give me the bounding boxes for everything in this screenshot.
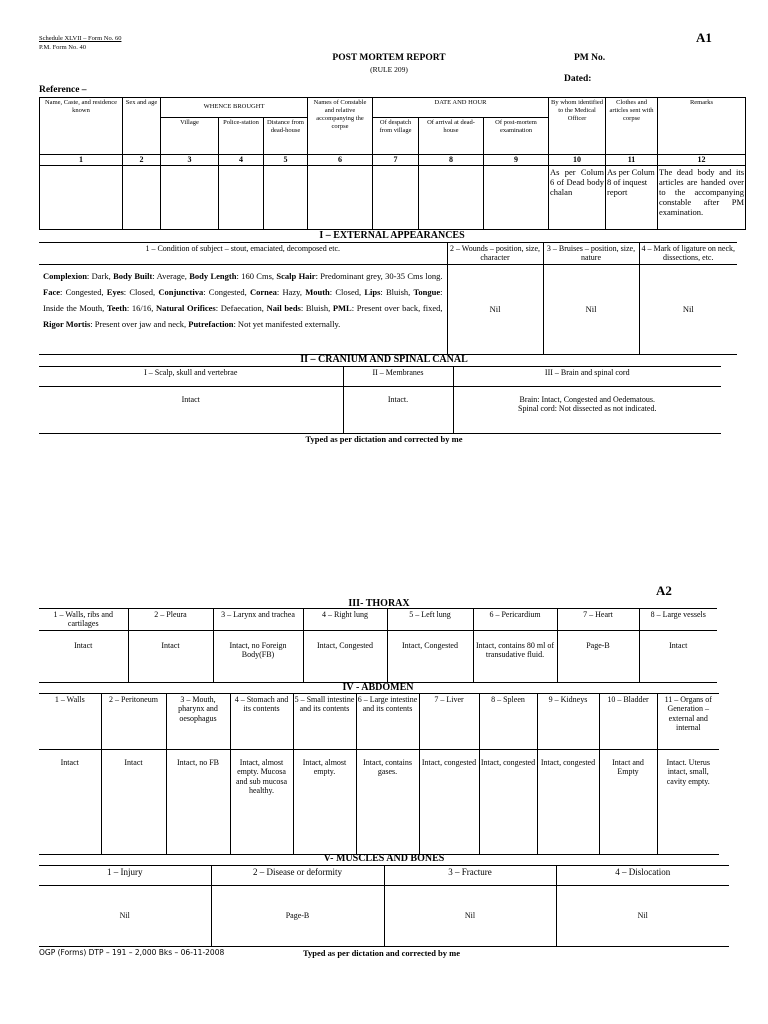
condition-header: 1 – Condition of subject – stout, emaciated, decomposed etc.: [39, 243, 447, 265]
finding-value: : Present over jaw and neck,: [90, 319, 189, 329]
finding-key: Complexion: [43, 271, 87, 281]
thorax-section-title: III- THORAX: [348, 598, 410, 609]
muscles-section-title: V- MUSCLES AND BONES: [323, 853, 445, 864]
finding-key: Putrefaction: [188, 319, 234, 329]
finding-value: : Defaecation,: [215, 303, 267, 313]
cranium-table: [39, 366, 721, 434]
dated-label: Dated:: [564, 74, 592, 84]
sex-cell: [123, 166, 161, 230]
finding-key: Mouth: [305, 287, 330, 297]
thorax-header: 2 – Pleura: [128, 609, 213, 631]
finding-value: : Closed,: [329, 287, 365, 297]
abdomen-header: 1 – Walls: [39, 694, 101, 750]
thorax-value: Intact, contains 80 ml of transudative fluid.: [473, 631, 557, 683]
abdomen-table: [39, 693, 719, 855]
col-number: 3: [161, 155, 219, 166]
rule-label: (RULE 209): [370, 65, 408, 74]
muscles-header: 2 – Disease or deformity: [211, 866, 384, 886]
col-constable-header: Names of Constable and relative accompanying the corpse: [308, 98, 373, 155]
col-number: 6: [308, 155, 373, 166]
thorax-value: Intact: [639, 631, 717, 683]
abdomen-value: Intact, contains gases.: [356, 750, 419, 855]
abdomen-value: Intact: [39, 750, 101, 855]
condition-text: [43, 271, 443, 329]
typed-note-a2: Typed as per dictation and corrected by me: [303, 948, 461, 958]
finding-key: Nail beds: [266, 303, 301, 313]
col-name-header: Name, Caste, and residence known: [40, 98, 123, 155]
finding-key: Body Length: [189, 271, 237, 281]
finding-value: : 160 Cms,: [236, 271, 277, 281]
finding-value: : Dark,: [86, 271, 114, 281]
finding-key: PML: [332, 303, 352, 313]
finding-value: : Average,: [152, 271, 190, 281]
muscles-value: Nil: [556, 886, 729, 947]
constable-cell: [308, 166, 373, 230]
col-clothes-header: Clothes and articles sent with corpse: [606, 98, 658, 155]
external-table: [39, 242, 737, 355]
col-distance-header: Distance from dead-house: [264, 118, 308, 155]
col-number: 10: [549, 155, 606, 166]
scalp-header: I – Scalp, skull and vertebrae: [39, 367, 343, 387]
page-id-a1: A1: [696, 30, 712, 45]
condition-cell: [39, 265, 447, 355]
finding-value: : Bluish,: [300, 303, 333, 313]
muscles-header: 3 – Fracture: [384, 866, 556, 886]
finding-key: Cornea: [250, 287, 277, 297]
finding-key: Face: [43, 287, 60, 297]
col-number: 2: [123, 155, 161, 166]
pm-form-label: P.M. Form No. 40: [39, 44, 86, 51]
muscles-table: [39, 865, 729, 947]
scalp-cell: Intact: [39, 387, 343, 434]
muscles-value: Nil: [384, 886, 556, 947]
col-number: 8: [419, 155, 484, 166]
thorax-header: 5 – Left lung: [387, 609, 473, 631]
abdomen-value: Intact, congested: [479, 750, 537, 855]
clothes-cell: As per Colum 8 of inquest report: [606, 166, 658, 230]
abdomen-header: 8 – Spleen: [479, 694, 537, 750]
col-bywhom-header: By whom identified to the Medical Officer: [549, 98, 606, 155]
abdomen-header: 11 – Organs of Generation – external and internal: [657, 694, 719, 750]
postmortem-cell: [484, 166, 549, 230]
abdomen-value: Intact, congested: [419, 750, 479, 855]
finding-key: Body Built: [113, 271, 153, 281]
thorax-value: Page-B: [557, 631, 639, 683]
finding-value: : Predominant grey, 30-35 Cms long.: [315, 271, 443, 281]
col-remarks-header: Remarks: [658, 98, 746, 155]
brain-cell: [453, 387, 721, 434]
abdomen-value: Intact. Uterus intact, small, cavity empty.: [657, 750, 719, 855]
abdomen-value: Intact: [101, 750, 166, 855]
thorax-header: 4 – Right lung: [303, 609, 387, 631]
thorax-header: 3 – Larynx and trachea: [213, 609, 303, 631]
thorax-header: 6 – Pericardium: [473, 609, 557, 631]
wounds-header: 2 – Wounds – position, size, character: [447, 243, 543, 265]
finding-key: Eyes: [106, 287, 124, 297]
finding-value: : Inside the Mouth,: [43, 287, 443, 313]
typed-note-a1: Typed as per dictation and corrected by me: [305, 434, 463, 444]
col-number: 7: [373, 155, 419, 166]
reference-label: Reference –: [39, 85, 87, 95]
cranium-section-title: II – CRANIUM AND SPINAL CANAL: [300, 354, 468, 365]
police-cell: [219, 166, 264, 230]
report-title: POST MORTEM REPORT: [332, 53, 446, 63]
col-sex-header: Sex and age: [123, 98, 161, 155]
pm-no-label: PM No.: [574, 53, 606, 63]
finding-key: Tongue: [413, 287, 441, 297]
abdomen-value: Intact, almost empty.: [293, 750, 356, 855]
external-section-title: I – EXTERNAL APPEARANCES: [319, 230, 465, 241]
abdomen-value: Intact and Empty: [599, 750, 657, 855]
abdomen-header: 6 – Large intestine and its contents: [356, 694, 419, 750]
finding-value: : Congested,: [60, 287, 107, 297]
despatch-cell: [373, 166, 419, 230]
col-arrival-header: Of arrival at dead-house: [419, 118, 484, 155]
abdomen-header: 3 – Mouth, pharynx and oesophagus: [166, 694, 230, 750]
finding-key: Conjunctiva: [158, 287, 204, 297]
finding-value: : Present over back, fixed,: [351, 303, 443, 313]
spinal-cord-finding: Spinal cord: Not dissected as not indicated.: [518, 404, 657, 414]
col-despatch-header: Of despatch from village: [373, 118, 419, 155]
abdomen-header: 2 – Peritoneum: [101, 694, 166, 750]
membranes-header: II – Membranes: [343, 367, 453, 387]
finding-key: Rigor Mortis: [43, 319, 91, 329]
finding-value: : 16/16,: [126, 303, 156, 313]
finding-key: Lips: [364, 287, 381, 297]
col-number: 11: [606, 155, 658, 166]
thorax-value: Intact, Congested: [387, 631, 473, 683]
abdomen-header: 7 – Liver: [419, 694, 479, 750]
brain-header: III – Brain and spinal cord: [453, 367, 721, 387]
name-cell: [40, 166, 123, 230]
muscles-header: 1 – Injury: [39, 866, 211, 886]
col-number: 5: [264, 155, 308, 166]
village-cell: [161, 166, 219, 230]
remarks-cell: The dead body and its articles are handed over to the accompanying constable after PM examination.: [658, 166, 746, 230]
ligature-header: 4 – Mark of ligature on neck, dissections, etc.: [639, 243, 737, 265]
muscles-value: Page-B: [211, 886, 384, 947]
finding-key: Teeth: [106, 303, 127, 313]
date-hour-header: DATE AND HOUR: [373, 98, 549, 118]
abdomen-section-title: IV - ABDOMEN: [342, 682, 414, 693]
schedule-label: Schedule XLVII – Form No. 60: [39, 35, 122, 42]
finding-value: : Hazy,: [276, 287, 306, 297]
arrival-cell: [419, 166, 484, 230]
thorax-value: Intact, no Foreign Body(FB): [213, 631, 303, 683]
col-police-header: Police-station: [219, 118, 264, 155]
col-number: 9: [484, 155, 549, 166]
finding-value: : Bluish,: [380, 287, 414, 297]
thorax-value: Intact: [39, 631, 128, 683]
bruises-cell: Nil: [543, 265, 639, 355]
whence-brought-header: WHENCE BROUGHT: [161, 98, 308, 118]
thorax-header: 7 – Heart: [557, 609, 639, 631]
abdomen-value: Intact, almost empty. Mucosa and sub mucosa healthy.: [230, 750, 293, 855]
footer-print-line: OGP (Forms) DTP – 191 – 2,000 Bks – 06-11-2008: [39, 948, 225, 957]
abdomen-value: Intact, no FB: [166, 750, 230, 855]
abdomen-header: 4 – Stomach and its contents: [230, 694, 293, 750]
muscles-header: 4 – Dislocation: [556, 866, 729, 886]
col-postmortem-header: Of post-mortem examination: [484, 118, 549, 155]
abdomen-header: 9 – Kidneys: [537, 694, 599, 750]
finding-value: : Congested,: [203, 287, 250, 297]
muscles-value: Nil: [39, 886, 211, 947]
abdomen-header: 5 – Small intestine and its contents: [293, 694, 356, 750]
abdomen-value: Intact, congested: [537, 750, 599, 855]
wounds-cell: Nil: [447, 265, 543, 355]
page-id-a2: A2: [656, 583, 672, 598]
brain-finding: Brain: Intact, Congested and Oedematous.: [519, 395, 656, 404]
finding-key: Scalp Hair: [276, 271, 316, 281]
finding-key: Natural Orifices: [155, 303, 216, 313]
abdomen-header: 10 – Bladder: [599, 694, 657, 750]
col-number: 4: [219, 155, 264, 166]
col-village-header: Village: [161, 118, 219, 155]
thorax-table: [39, 608, 717, 683]
thorax-header: 8 – Large vessels: [639, 609, 717, 631]
thorax-value: Intact, Congested: [303, 631, 387, 683]
ligature-cell: Nil: [639, 265, 737, 355]
col-number: 1: [40, 155, 123, 166]
col-number: 12: [658, 155, 746, 166]
distance-cell: [264, 166, 308, 230]
finding-value: : Closed,: [123, 287, 159, 297]
finding-value: : Not yet manifested externally.: [233, 319, 341, 329]
bruises-header: 3 – Bruises – position, size, nature: [543, 243, 639, 265]
particulars-table: [39, 97, 746, 230]
thorax-value: Intact: [128, 631, 213, 683]
thorax-header: 1 – Walls, ribs and cartilages: [39, 609, 128, 631]
membranes-cell: Intact.: [343, 387, 453, 434]
bywhom-cell: As per Colum 6 of Dead body chalan: [549, 166, 606, 230]
